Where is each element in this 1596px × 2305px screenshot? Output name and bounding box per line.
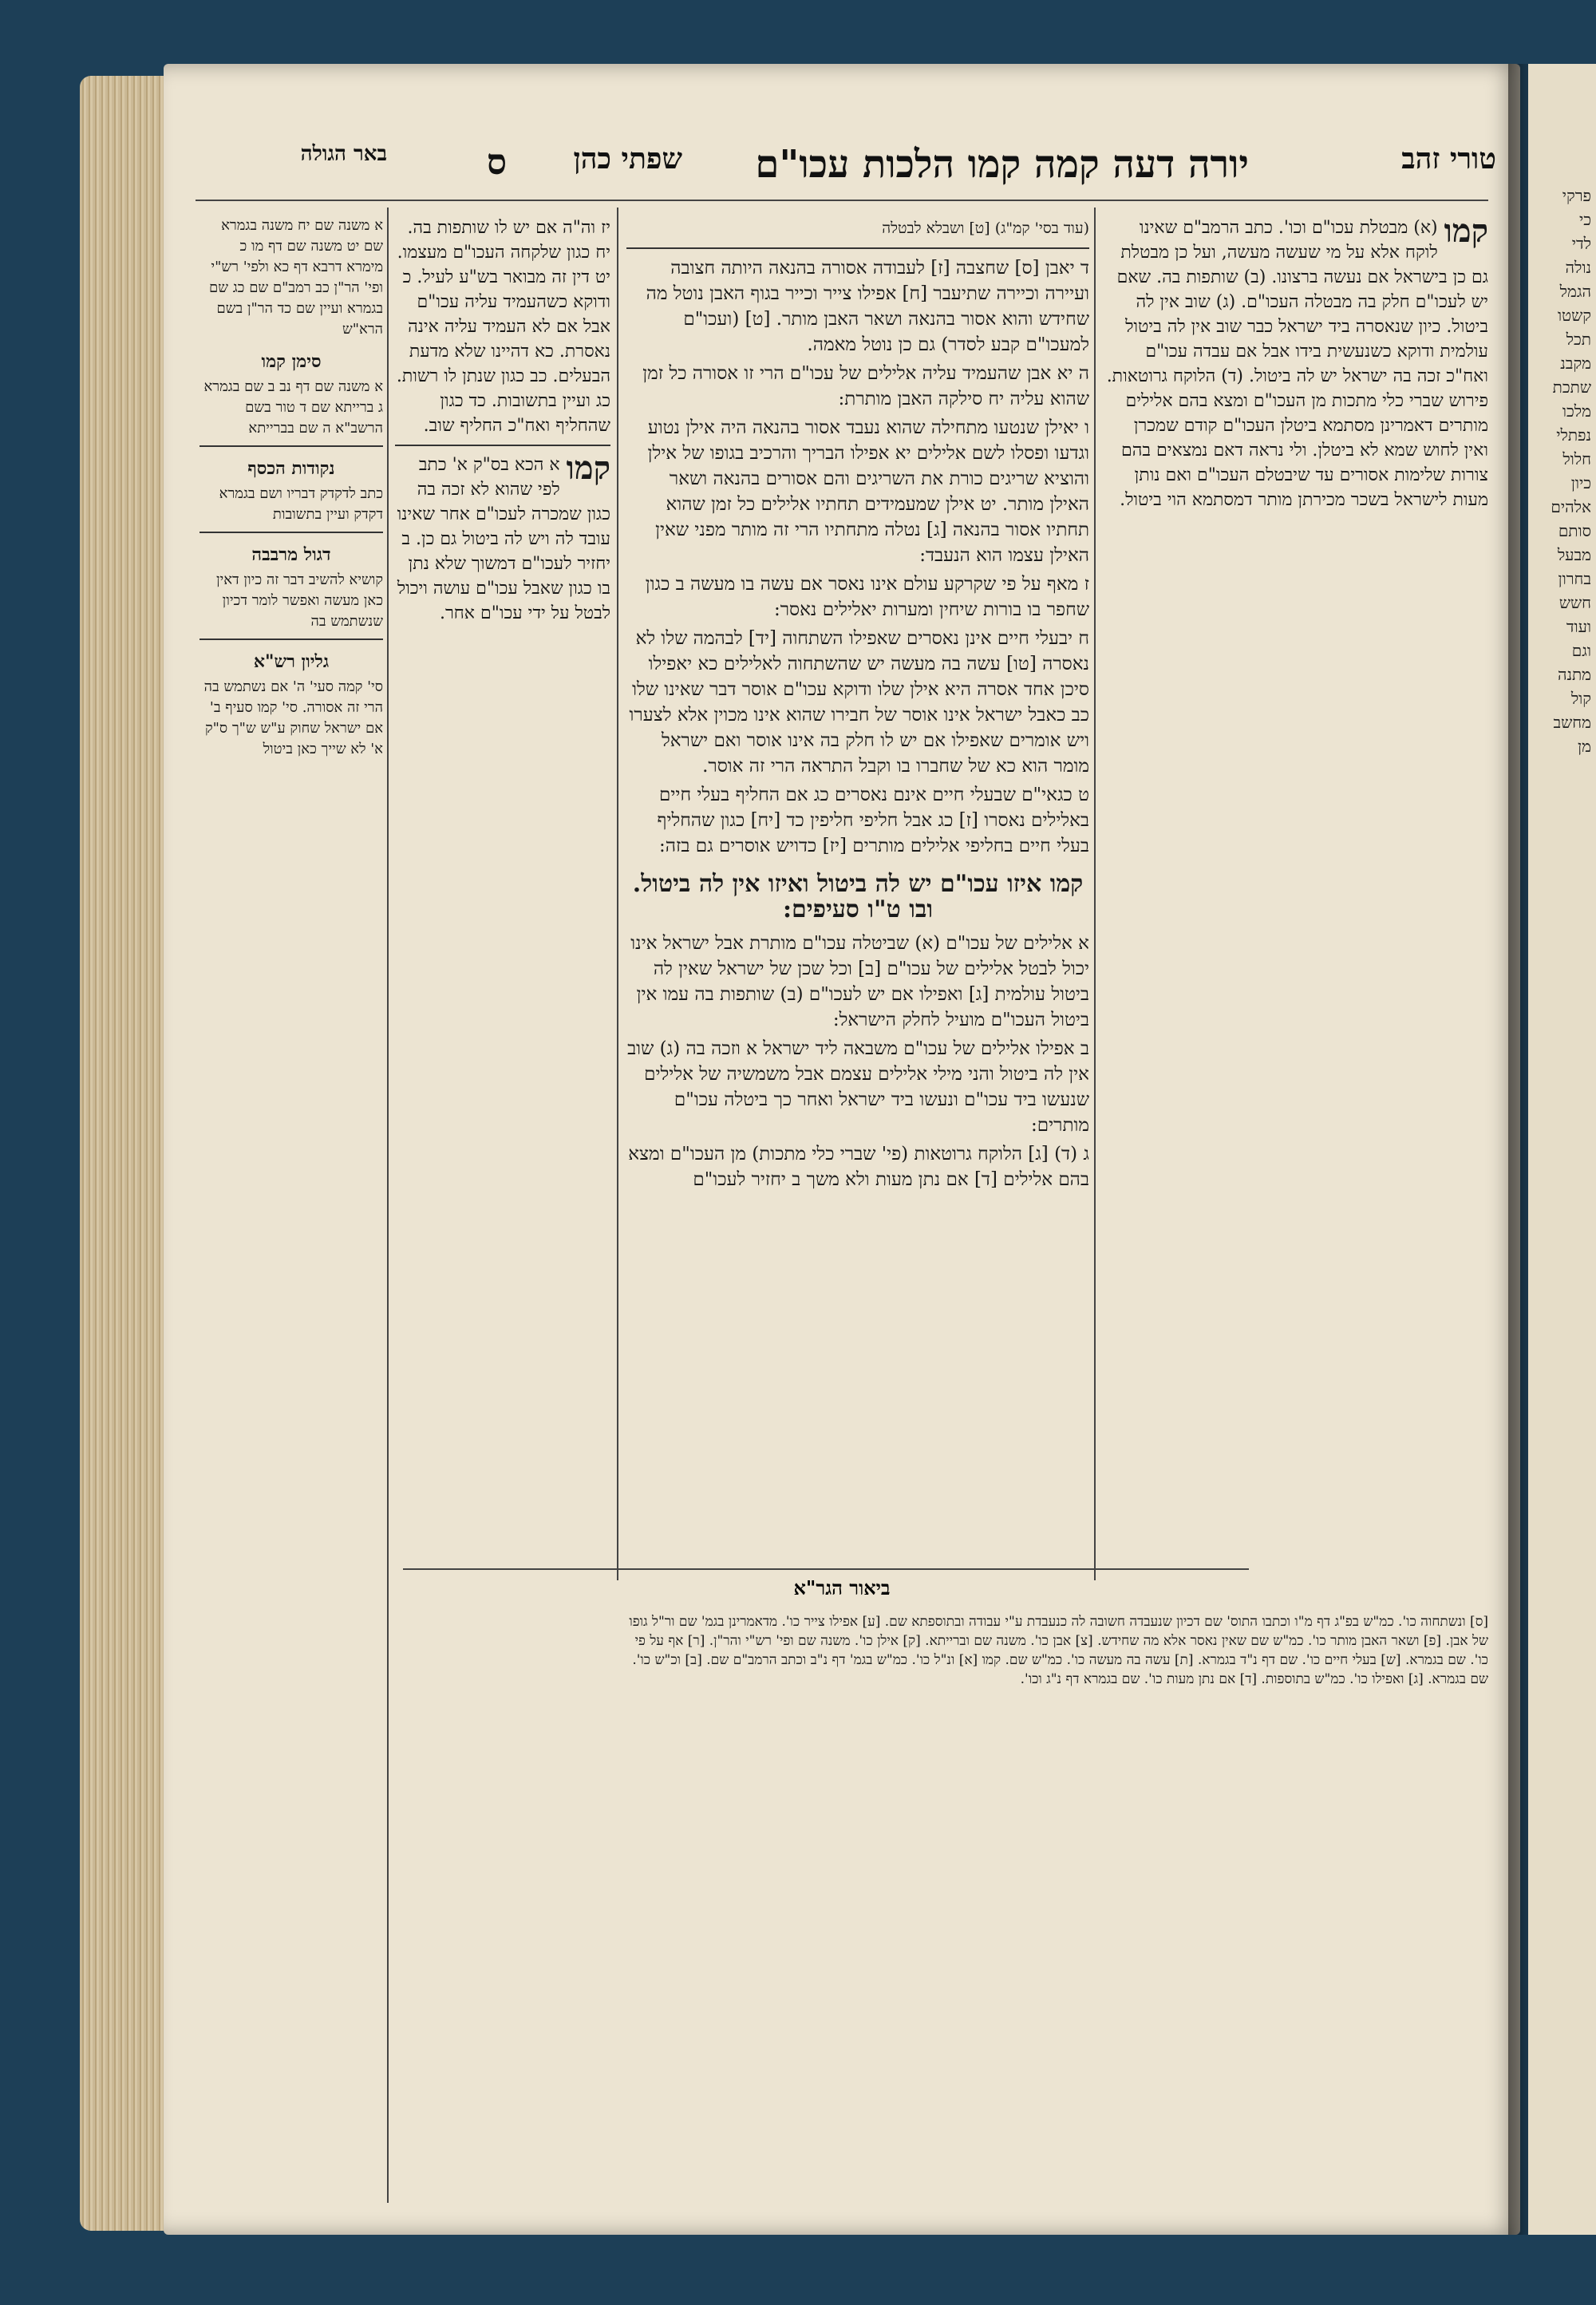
shach-column [395, 215, 610, 1572]
main-paragraph: ח יבעלי חיים אינן נאסרים שאפילו השתחוה [יד] לבהמה שלו לא נאסרה [טו] עשה בה מעשה יש שהשתחוה לאלילים כא יאפילו סיכן אחד אסרה היא אילן שלו ודוקא עכו"ם אוסר דבר שאינו שלו כב כאבל ישראל אינו אוסר של חבירו שהוא אינו מכוין אלא לצערו ויש אומרים שאפילו אם יש לו חלק בה אינו אוסר ואם ישראל מומר הוא כא של שחברו בו וקבל התראה הרי זה אוסר. [629, 628, 1089, 777]
main-paragraph: ה יא אבן שהעמיד עליה אלילים של עכו"ם הרי זו אסורה כל זמן שהוא עליה יח סילקה האבן מותרת: [642, 363, 1089, 409]
nekudot-title: נקודות הכסף [247, 458, 335, 479]
side-margin-column [200, 215, 383, 2051]
gilyon-title: גליון רש"א [253, 651, 330, 672]
main-paragraph: ט כגאי"ם שבעלי חיים אינם נאסרים כג אם החליף בעלי חיים באלילים נאסרו [ז] כג אבל חליפי חליפין כד [יח] כגון שהחליף בעלי חיים בחליפי אלילים מותרים [יז] כדויש אוסרים גם בזה: [657, 785, 1089, 856]
shach-siman-text: א הכא בס"ק א' כתב לפי שהוא לא זכה בה כגון שמכרה לעכו"ם אחר שאינו עובד לה ויש לה ביטול גם כן. ב יחזיר לעכו"ם דמשוך שלא נתן בו כגון שאבל עכו"ם עושה ויכול לבטל על ידי עכו"ם אחר. [397, 455, 610, 623]
column-divider [387, 208, 389, 2203]
siman-title: קמו איזו עכו"ם יש לה ביטול ואיזו אין לה ביטול. ובו ט"ו סעיפים: [632, 870, 1084, 923]
main-ref-top: (עוד בסי' קמ"ג) [ט] ושבלא לבטלה [882, 219, 1089, 237]
side-rule [200, 532, 383, 533]
nekudot-text: כתב לדקדק דבריו ושם בגמרא דקדק ועיין בתשובות [219, 485, 383, 523]
gilyon-text: סי' קמה סעי' ה' אם נשתמש בה הרי זה אסורה. סי' קמו סעיף ב' אם ישראל שחוק ע"ש ש"ך ס"ק א' לא שייך כאן ביטול [203, 678, 383, 757]
column-divider [617, 208, 618, 1580]
siman-paragraph: ג (ד) [ג] הלוקח גרוטאות (פי' שברי כלי מתכות) מן העכו"ם ומצא בהם אלילים [ד] אם נתן מעות ולא משך ב יחזיר לעכו"ם [628, 1144, 1089, 1190]
biur-title: ביאור הגר"א [793, 1576, 891, 1599]
beer-text: א משנה שם יח משנה בגמרא שם יט משנה שם דף מו כ מימרא דרבא דף כא ולפי' רש"י ופי' הר"ן כב רמב"ם שם כג שם בגמרא ועיין שם כד הר"ן בשם הרא"ש [209, 217, 383, 338]
header-taz: טורי זהב [1401, 142, 1496, 176]
shach-rule [395, 445, 610, 446]
header-rule [196, 200, 1488, 201]
beer-siman-label: סימן קמו [261, 351, 322, 372]
shach-text: יז וה"ה אם יש לו שותפות בה. יח כגון שלקחה העכו"ם מעצמו. יט דין זה מבואר בש"ע לעיל. כ ודוקא כשהעמיד עליה עכו"ם אבל אם לא העמיד עליה אינה נאסרת. כא דהיינו שלא מדעת הבעלים. כב כגון שנתן לו רשות. כג ועיין בתשובות. כד כגון שהחליף ואח"כ החליף שוב. [396, 218, 610, 436]
siman-paragraph: א אלילים של עכו"ם (א) שביטלה עכו"ם מותרת אבל ישראל אינו יכול לבטל אלילים של עכו"ם [ב] וכל שכן של ישראל שאין לה ביטול עולמית [ג] ואפילו אם יש לעכו"ם (ב) שותפות בה עמו אין ביטול העכו"ם מועיל לחלק הישראל: [630, 933, 1089, 1030]
taz-column [1105, 215, 1488, 1572]
book-page [164, 64, 1520, 2235]
dagul-title: דגול מרבבה [251, 544, 331, 565]
taz-text: (א) מבטלת עכו"ם וכו'. כתב הרמב"ם שאינו לוקח אלא על מי שעשה מעשה, ועל כן מבטלת גם כן בישראל אם נעשה ברצונו. (ב) שותפות בה. שאם יש לעכו"ם חלק בה מבטלה העכו"ם. (ג) שוב אין לה ביטול. כיון שנאסרה ביד ישראל כבר שוב אין לה ביטול עולמית ודוקא כשנעשית בידו אבל אם עבדה עכו"ם ואח"כ זכה בה ישראל יש לה ביטול. (ד) הלוקח גרוטאות. פירוש שברי כלי מתכות מן העכו"ם ומצא בהם אלילים מותרים דאמרינן מסתמא ביטלן העכו"ם קודם שמכרן ואין לחוש שמא לא ביטלן. ולי נראה דאם נמצאים בהם צורות שלימות אסורים עד שיבטלם העכו"ם ואם נותן מעות לישראל בשכר מכירתן מותר דמסתמא הוי ביטול. [1106, 218, 1488, 510]
biur-column [618, 1612, 1488, 2219]
side-rule [200, 639, 383, 640]
column-divider [1094, 208, 1096, 1580]
siman-paragraph: ב אפילו אלילים של עכו"ם משבאה ליד ישראל א וזכה בה (ג) שוב אין לה ביטול והני מילי אלילים עצמם אבל משמשיה של אלילים שנעשו ביד עכו"ם ונעשו ביד ישראל ואחר כך ביטלה עכו"ם מותרים: [627, 1038, 1089, 1136]
header-main-title: יורה דעה קמה קמו הלכות עכו"ם [755, 142, 1249, 187]
facing-page [1528, 64, 1596, 2235]
header-shach: שפתי כהן [573, 142, 682, 176]
beer-siman-text: א משנה שם דף נב ב שם בגמרא ג ברייתא שם ד טור בשם הרשב"א ה שם בברייתא [203, 378, 383, 437]
facing-page-text: פרקי כי לדי נולה הגמל קשטו תכל מקבנ שתכת מלכו נפתלי חלול כיון אלהים סותם מבעל בחרון חשש ועוד וגם מתנה קול מחשב מן [1551, 186, 1591, 756]
main-paragraph: ד יאבן [ס] שחצבה [ז] לעבודה אסורה בהנאה היותה חצובה ועיירה וכיירה שתיעבר [ח] אפילו צייר וכייר בגוף האבן נוטל מה שחידש והוא אסור בהנאה ושאר האבן מותר. [ט] (ועכו"ם למעכו"ם קבע לסדר) גם כן נוטל מאמה. [646, 258, 1089, 355]
header-page-letter: ס [486, 142, 507, 183]
main-paragraph: ז מאף על פי שקרקע עולם אינו נאסר אם עשה בו מעשה ב כגון שחפר בו בורות שיחין ומערות יאלילים נאסר: [645, 574, 1089, 620]
biur-rule [403, 1568, 1249, 1570]
biur-text: [ס] ונשתחוה כו'. כמ"ש בפ"ג דף מ"ו וכתבו התוס' שם דכיון שנעבדה חשובה לה כנעבדת ע"י עבודה ובתוספתא שם. [ע] אפילו צייר כו'. מדאמרינן בגמ' שם ור"ל גופו של אבן. [פ] ושאר האבן מותר כו'. כמ"ש שם שאין נאסר אלא מה שחידש. [צ] אבן כו'. משנה שם וברייתא. [ק] אילן כו'. משנה שם ופי' רש"י והר"ן. [ר] אף על פי כו'. שם בגמרא. [ש] בעלי חיים כו'. שם דף נ"ד בגמרא. [ת] עשה בה מעשה כו'. כמ"ש שם. קמו [א] ונ"ל כו'. כמ"ש בגמ' דף נ"ב וכתב הרמב"ם שם. [ב] וכ"ש כו'. שם בגמרא. [ג] ואפילו כו'. כמ"ש בתוספות. [ד] אם נתן מעות כו'. שם בגמרא דף נ"ג וכו'. [629, 1614, 1488, 1687]
header-beer-hagolah: באר הגולה [300, 142, 387, 166]
shach-siman-label: קמו [566, 449, 610, 487]
dagul-text: קושיא להשיב דבר זה כיון דאין כאן מעשה ואפשר לומר דכיון שנשתמש בה [215, 571, 383, 630]
main-paragraph: ו יאילן שנטעו מתחילה שהוא נעבד אסור בהנאה היה אילן נטוע וגדעו ופסלו לשם אלילים יא אפילו הבריך והרכיב בגופו של אילן והוציא שריגים כורת את השריגים והם אסורים בהנאה ושאר האילן מותר. יט אילן שמעמידים תחתיו אלילים כל זמן שהוא תחתיו אסור בהנאה [ג] נטלה מתחתיו הרי זה מותר מפני שאין האילן עצמו הוא הנעבד: [647, 417, 1089, 566]
page-header [164, 142, 1520, 193]
book-page-edges [80, 76, 176, 2231]
main-text-column [626, 215, 1089, 1572]
side-rule [200, 445, 383, 447]
main-rule [626, 247, 1089, 249]
taz-siman-label: קמו [1444, 215, 1488, 250]
